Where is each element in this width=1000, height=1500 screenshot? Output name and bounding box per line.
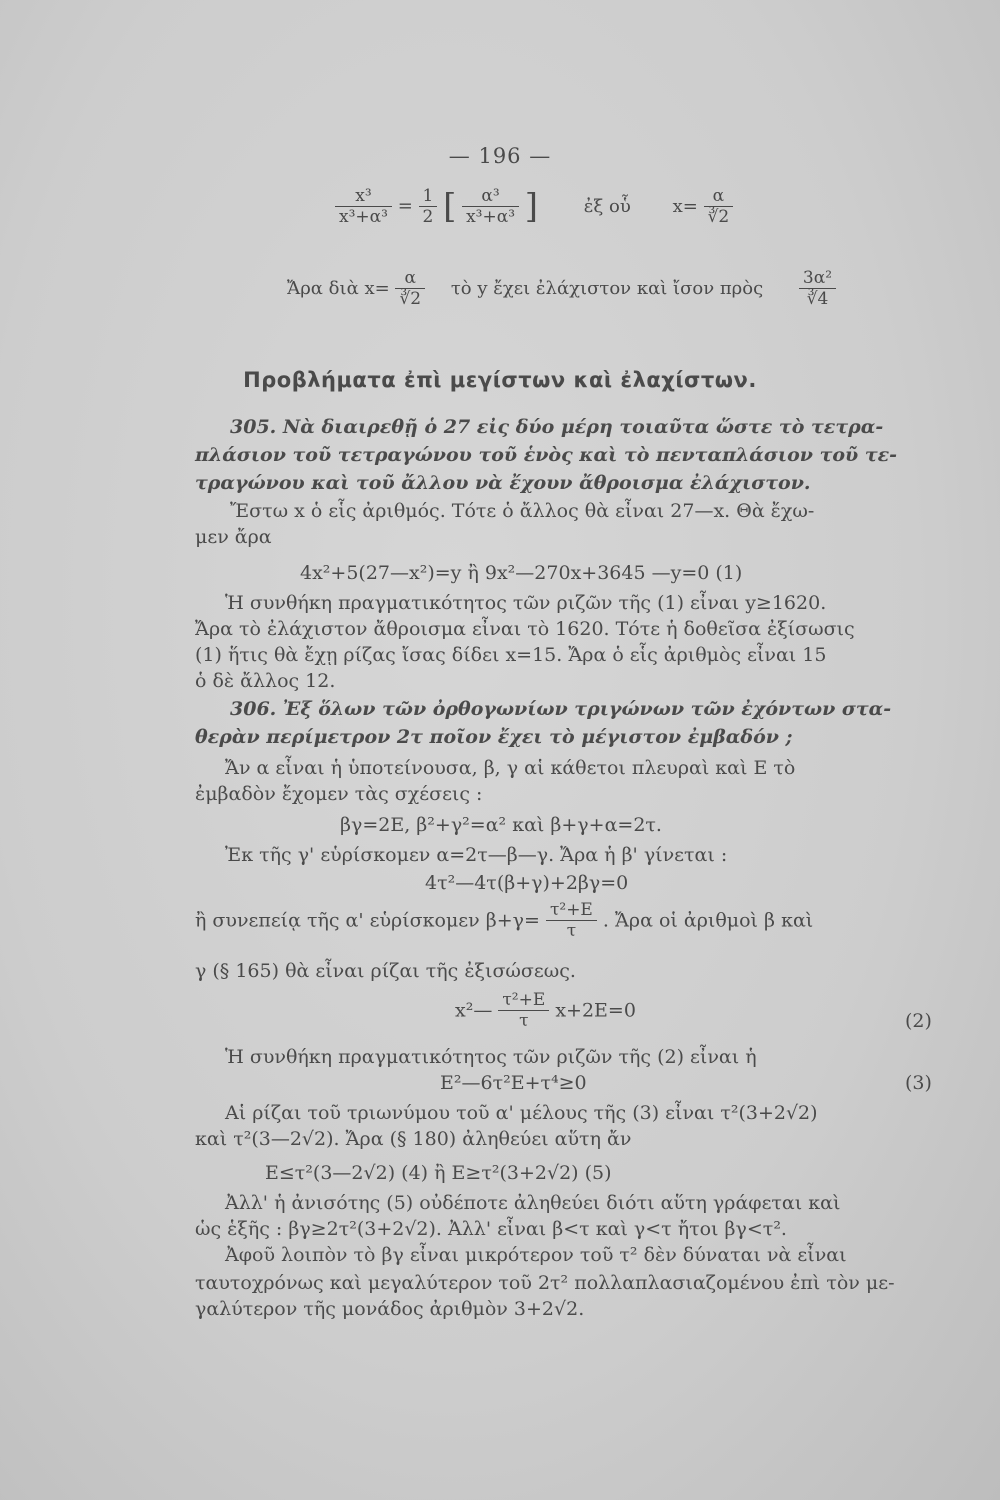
- fraction-line: ἢ συνεπείᾳ τῆς α' εὑρίσκομεν β+γ= $\frac{\text{τ²+Ε}}{\tau}$ . Ἄρα οἱ ἀριθμοὶ β καὶ: [195, 900, 814, 941]
- equation-1: 4x²+5(27—x²)=y ἢ 9x²—270x+3645 —y=0 (1): [300, 562, 743, 584]
- text-line: ἐμβαδὸν ἔχομεν τὰς σχέσεις :: [195, 783, 483, 805]
- text-line: 305. Νὰ διαιρεθῇ ὁ 27 εἰς δύο μέρη τοιαῦτα ὥστε τὸ τετρα-: [230, 416, 884, 438]
- text-line: Ἀφοῦ λοιπὸν τὸ βγ εἶναι μικρότερον τοῦ τ² δὲν δύναται νὰ εἶναι: [225, 1244, 847, 1266]
- fraction: $\frac{\text{α³}}{\text{x³+α³}}$: [462, 186, 519, 227]
- equation-2: x²— $\frac{\text{τ²+Ε}}{\tau}$ x+2Ε=0: [455, 990, 636, 1031]
- text-line: Ἡ συνθήκη πραγματικότητος τῶν ριζῶν τῆς (1) εἶναι y≥1620.: [225, 592, 827, 614]
- text-line: μεν ἄρα: [195, 526, 272, 548]
- text-line: γ (§ 165) θὰ εἶναι ρίζαι τῆς ἐξισώσεως.: [195, 960, 576, 982]
- fraction: $\frac{\text{x³}}{\text{x³+α³}}$: [335, 186, 392, 227]
- text-line: Αἱ ρίζαι τοῦ τριωνύμου τοῦ α' μέλους τῆς (3) εἶναι τ²(3+2√2): [225, 1102, 818, 1124]
- equation-line: 4τ²—4τ(β+γ)+2βγ=0: [425, 872, 629, 894]
- text-line: Ἐκ τῆς γ' εὑρίσκομεν α=2τ—β—γ. Ἄρα ἡ β' γίνεται :: [225, 844, 728, 866]
- text-line: Ἔστω x ὁ εἷς ἀριθμός. Τότε ὁ ἄλλος θὰ εἶναι 27—x. Θὰ ἔχω-: [230, 500, 815, 522]
- text-line: γαλύτερον τῆς μονάδος ἀριθμὸν 3+2√2.: [195, 1298, 585, 1320]
- text-line: Ἄν α εἶναι ἡ ὑποτείνουσα, β, γ αἱ κάθετοι πλευραὶ καὶ Ε τὸ: [225, 757, 796, 779]
- fraction: $\frac{\text{τ²+Ε}}{\tau}$: [498, 990, 549, 1031]
- text-line: Ἄρα τὸ ἐλάχιστον ἄθροισμα εἶναι τὸ 1620. Τότε ἡ δοθεῖσα ἐξίσωσις: [195, 618, 855, 640]
- fraction: $\frac{\alpha}{∛2}$: [704, 186, 734, 227]
- fraction: $\frac{\alpha}{∛2}$: [395, 268, 425, 309]
- fraction: $\frac{1}{2}$: [419, 186, 438, 227]
- text-line: (1) ἥτις θὰ ἔχῃ ρίζας ἴσας δίδει x=15. Ἄρα ὁ εἷς ἀριθμὸς εἶναι 15: [195, 644, 827, 666]
- text-line: καὶ τ²(3—2√2). Ἄρα (§ 180) ἀληθεύει αὕτη ἄν: [195, 1128, 632, 1150]
- equation-label: (3): [905, 1072, 932, 1094]
- page-number: — 196 —: [448, 144, 552, 168]
- inequalities-line: Ε≤τ²(3—2√2) (4) ἢ Ε≥τ²(3+2√2) (5): [265, 1162, 612, 1184]
- fraction: $\frac{\text{3α²}}{∛4}$: [799, 268, 836, 309]
- text-line: ταυτοχρόνως καὶ μεγαλύτερον τοῦ 2τ² πολλαπλασιαζομένου ἐπὶ τὸν με-: [195, 1272, 895, 1294]
- relations-line: βγ=2Ε, β²+γ²=α² καὶ β+γ+α=2τ.: [340, 814, 662, 836]
- text-line: Ἡ συνθήκη πραγματικότητος τῶν ριζῶν τῆς (2) εἶναι ἡ: [225, 1046, 757, 1068]
- top-equation: $\frac{\text{x³}}{\text{x³+α³}}$ = $\frac{1}{2}$ [ $\frac{\text{α³}}{\text{x³+α³}}$ ] ἐξ οὗ x= $\frac{\alpha}{∛2}$: [335, 186, 733, 227]
- section-heading: Προβλήματα ἐπὶ μεγίστων καὶ ἐλαχίστων.: [243, 368, 757, 392]
- text-line: Ἀλλ' ἡ ἀνισότης (5) οὐδέποτε ἀληθεύει διότι αὕτη γράφεται καὶ: [225, 1192, 841, 1214]
- fraction: $\frac{\text{τ²+Ε}}{\tau}$: [546, 900, 597, 941]
- text-line: θερὰν περίμετρον 2τ ποῖον ἔχει τὸ μέγιστον ἐμβαδόν ;: [195, 726, 793, 748]
- text-line: πλάσιον τοῦ τετραγώνου τοῦ ἑνὸς καὶ τὸ πενταπλάσιον τοῦ τε-: [195, 444, 898, 466]
- text-line: 306. Ἐξ ὅλων τῶν ὀρθογωνίων τριγώνων τῶν ἐχόντων στα-: [230, 698, 892, 720]
- minimum-line: Ἄρα διὰ x= $\frac{\alpha}{∛2}$ τὸ y ἔχει ἐλάχιστον καὶ ἴσον πρὸς $\frac{\text{3α²}}{∛4}$: [287, 268, 836, 309]
- text-line: τραγώνου καὶ τοῦ ἄλλου νὰ ἔχουν ἄθροισμα ἐλάχιστον.: [195, 472, 811, 494]
- text-line: ὁ δὲ ἄλλος 12.: [195, 670, 336, 692]
- equation-3: Ε²—6τ²Ε+τ⁴≥0: [440, 1072, 587, 1094]
- equation-label: (2): [905, 1010, 932, 1032]
- text-line: ὡς ἑξῆς : βγ≥2τ²(3+2√2). Ἀλλ' εἶναι β<τ καὶ γ<τ ἤτοι βγ<τ².: [195, 1218, 787, 1240]
